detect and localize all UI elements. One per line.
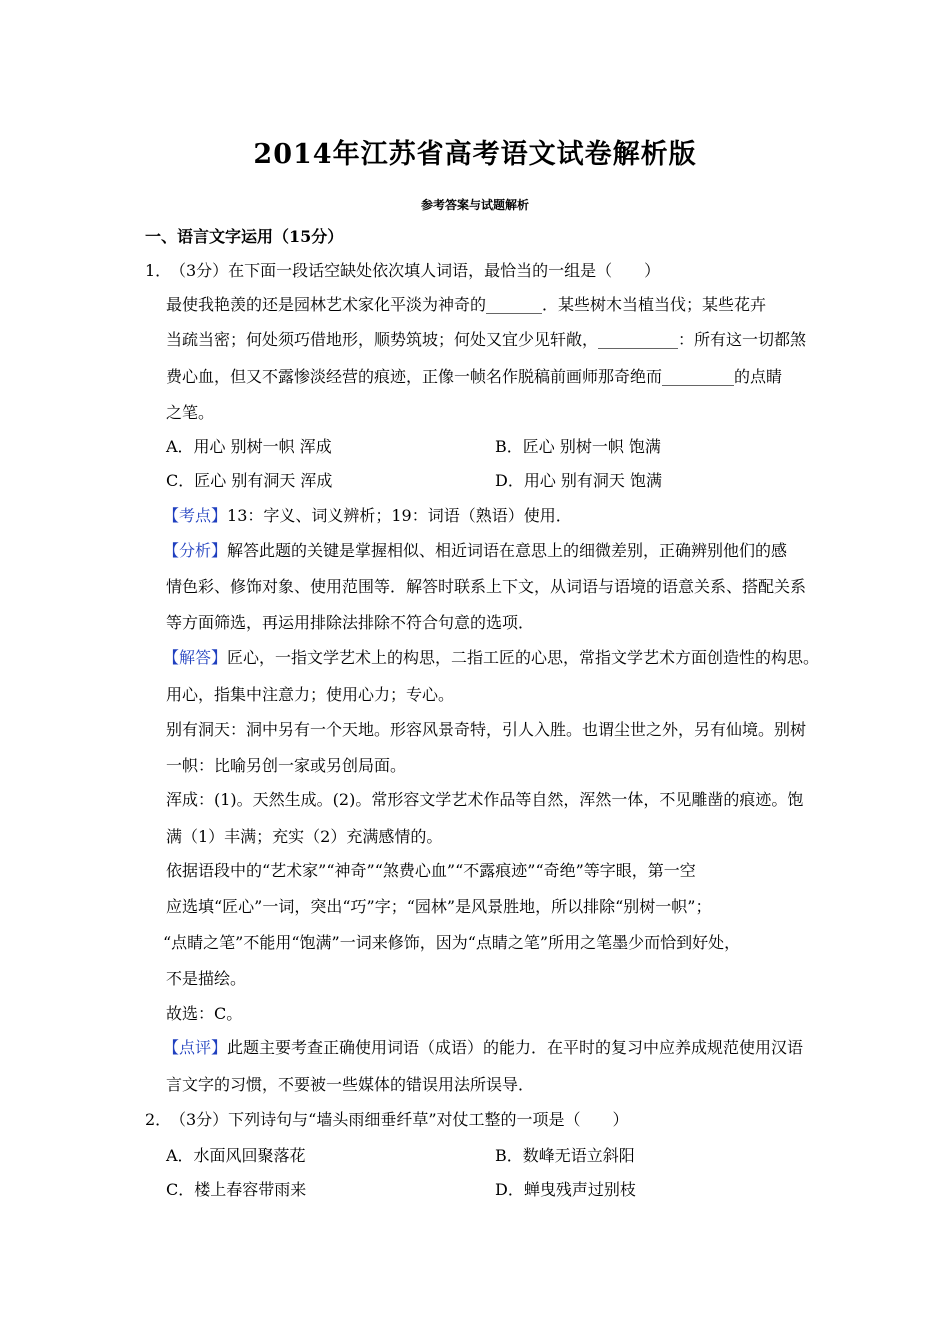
dianping-line	[163, 1035, 803, 1058]
option-a: A．水面风回聚落花	[166, 1146, 306, 1165]
passage-line: 费心血，但又不露惨淡经营的痕迹，正像一帧名作脱稿前画师那奇绝而_________的点睛	[166, 367, 783, 386]
jieda-text: 匠心，一指文学艺术上的构思，二指工匠的心思，常指文学艺术方面创造性的构思。	[227, 648, 820, 667]
option-b: B．数峰无语立斜阳	[495, 1146, 635, 1165]
option-b: B．匠心 别树一帜 饱满	[495, 437, 661, 456]
section-heading: 一、语言文字运用（15分）	[145, 227, 344, 246]
page-title: 2014年江苏省高考语文试卷解析版	[253, 139, 697, 170]
option-d: D．蝉曳残声过别枝	[495, 1180, 636, 1199]
option-c: C．楼上春容带雨来	[166, 1180, 307, 1199]
jieda-line	[163, 645, 819, 668]
jieda-line: 依据语段中的“艺术家”“神奇”“煞费心血”“不露痕迹”“奇绝”等字眼，第一空	[166, 861, 696, 880]
fenxi-line: 等方面筛选，再运用排除法排除不符合句意的选项．	[166, 613, 535, 632]
jieda-line: “点睛之笔”不能用“饱满”一词来修饰，因为“点睛之笔”所用之笔墨少而恰到好处，	[163, 933, 741, 952]
jieda-line: 浑成：(1)。天然生成。(2)。常形容文学艺术作品等自然，浑然一体，不见雕凿的痕迹。饱	[166, 790, 804, 809]
dianping-tag: 【点评】	[163, 1038, 228, 1057]
question-number: 1．	[145, 261, 172, 280]
passage-line: 最使我艳羡的还是园林艺术家化平淡为神奇的_______．某些树木当植当伐；某些花卉	[166, 295, 767, 314]
passage-line: 当疏当密；何处须巧借地形，顺势筑坡；何处又宜少见轩敞，__________：所有这一切都煞	[166, 330, 807, 349]
jieda-line: 满（1）丰满；充实（2）充满感情的。	[166, 827, 443, 846]
option-d: D．用心 别有洞天 饱满	[495, 471, 663, 490]
dianping-line: 言文字的习惯，不要被一些媒体的错误用法所误导．	[166, 1075, 535, 1094]
jieda-line: 一帜：比喻另创一家或另创局面。	[166, 756, 407, 775]
kaodian-text: 13：字义、词义辨析；19：词语（熟语）使用．	[227, 506, 572, 525]
option-a: A．用心 别树一帜 浑成	[166, 437, 332, 456]
question-stem: （3分）在下面一段话空缺处依次填人词语，最恰当的一组是（ ）	[170, 261, 661, 280]
jieda-line: 不是描绘。	[166, 969, 247, 988]
fenxi-line	[163, 538, 787, 561]
page-subtitle: 参考答案与试题解析	[420, 198, 529, 212]
question-number: 2．	[145, 1110, 172, 1129]
jieda-tag: 【解答】	[163, 648, 228, 667]
option-c: C．匠心 别有洞天 浑成	[166, 471, 333, 490]
question-stem: （3分）下列诗句与“墙头雨细垂纤草”对仗工整的一项是（ ）	[170, 1110, 629, 1129]
kaodian-tag: 【考点】	[163, 506, 228, 525]
passage-line: 之笔。	[166, 403, 215, 422]
fenxi-line: 情色彩、修饰对象、使用范围等．解答时联系上下文，从词语与语境的语意关系、搭配关系	[166, 577, 807, 596]
fenxi-text: 解答此题的关键是掌握相似、相近词语在意思上的细微差别，正确辨别他们的感	[227, 541, 788, 560]
jieda-line: 别有洞天：洞中另有一个天地。形容风景奇特，引人入胜。也谓尘世之外，另有仙境。别树	[166, 720, 807, 739]
fenxi-tag: 【分析】	[163, 541, 228, 560]
dianping-text: 此题主要考查正确使用词语（成语）的能力．在平时的复习中应养成规范使用汉语	[227, 1038, 804, 1057]
jieda-line: 应选填“匠心”一词，突出“巧”字；“园林”是风景胜地，所以排除“别树一帜”；	[166, 897, 712, 916]
jieda-line: 用心，指集中注意力；使用心力；专心。	[166, 685, 455, 704]
kaodian-line	[163, 503, 572, 526]
answer-line: 故选：C。	[166, 1004, 243, 1023]
